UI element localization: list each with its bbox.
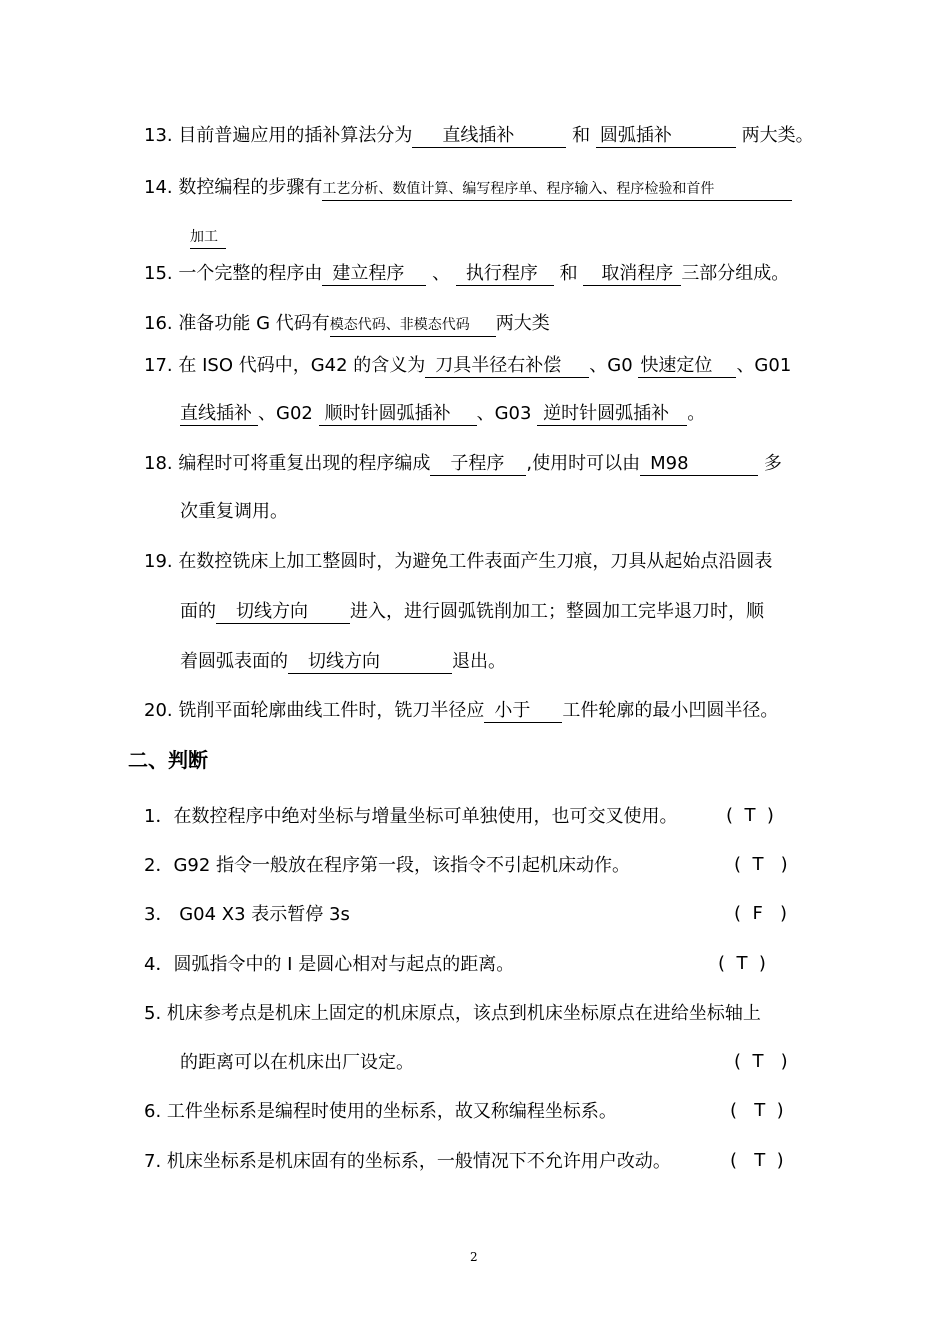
question-text: 进入，进行圆弧铣削加工；整圆加工完毕退刀时，顺 <box>350 601 764 622</box>
question-text: 。 <box>687 403 706 424</box>
question-17-continued <box>180 402 705 426</box>
question-text: 、G02 <box>258 403 313 424</box>
question-17 <box>144 354 791 378</box>
question-text: ,使用时可以由 <box>526 453 641 474</box>
section-heading: 二、判断 <box>128 748 208 772</box>
question-text: 铣削平面轮廓曲线工件时，铣刀半径应 <box>178 700 485 721</box>
separator: 、 <box>432 263 451 284</box>
judge-number: 7. <box>144 1151 162 1172</box>
question-number: 19. <box>144 551 173 572</box>
answer-blank: 逆时针圆弧插补 <box>537 403 687 426</box>
question-13 <box>144 124 814 148</box>
judge-number: 3． <box>144 904 174 925</box>
answer-blank: 直线插补 <box>180 403 258 426</box>
judge-answer: ( F ) <box>734 903 788 924</box>
judge-number: 5. <box>144 1003 162 1024</box>
answer-blank: 顺时针圆弧插补 <box>319 403 477 426</box>
judge-answer: ( T ) <box>730 1150 784 1171</box>
answer-blank: 切线方向 <box>288 651 452 674</box>
judge-item-5 <box>144 1002 761 1026</box>
question-text: 、G0 <box>589 355 633 376</box>
answer-blank: 建立程序 <box>322 263 426 286</box>
question-text: 一个完整的程序由 <box>178 263 323 284</box>
judge-answer: ( T ) <box>726 805 774 826</box>
judge-answer: ( T ) <box>718 953 766 974</box>
page-number: 2 <box>470 1250 478 1264</box>
question-16 <box>144 312 550 337</box>
answer-blank: M98 <box>640 453 758 476</box>
question-number: 17. <box>144 355 173 376</box>
question-number: 13. <box>144 125 173 146</box>
question-text: 和 <box>572 125 591 146</box>
question-text: 在 ISO 代码中，G42 的含义为 <box>178 355 426 376</box>
answer-blank: 刀具半径右补偿 <box>425 355 589 378</box>
question-text: 两大类 <box>495 313 550 334</box>
question-20 <box>144 699 778 723</box>
question-text: 准备功能 G 代码有 <box>178 313 330 334</box>
answer-blank: 模态代码、非模态代码 <box>330 314 496 337</box>
judge-item-6 <box>144 1100 617 1124</box>
answer-blank: 执行程序 <box>456 263 554 286</box>
question-18 <box>144 452 782 476</box>
judge-number: 4． <box>144 954 174 975</box>
judge-answer: ( T ) <box>734 1051 788 1072</box>
judge-number: 6. <box>144 1101 162 1122</box>
judge-number: 1． <box>144 806 174 827</box>
answer-blank: 工艺分析、数值计算、编写程序单、程序输入、程序检验和首件 <box>322 178 792 201</box>
judge-number: 2． <box>144 855 174 876</box>
question-text: 和 <box>559 263 578 284</box>
judge-text: 在数控程序中绝对坐标与增量坐标可单独使用，也可交叉使用。 <box>173 806 678 827</box>
judge-item-2 <box>144 854 630 878</box>
judge-item-5-continued: 的距离可以在机床出厂设定。 <box>180 1052 414 1073</box>
question-number: 18. <box>144 453 173 474</box>
question-19-line3 <box>180 650 506 674</box>
judge-text: G92 指令一般放在程序第一段，该指令不引起机床动作。 <box>173 855 631 876</box>
judge-text: 圆弧指令中的 I 是圆心相对与起点的距离。 <box>173 954 515 975</box>
judge-text: G04 X3 表示暂停 3s <box>179 904 350 925</box>
question-number: 20. <box>144 700 173 721</box>
question-text: 面的 <box>180 601 216 622</box>
question-text: 着圆弧表面的 <box>180 651 288 672</box>
judge-answer: ( T ) <box>734 854 788 875</box>
answer-blank: 圆弧插补 <box>596 125 736 148</box>
judge-item-1 <box>144 805 677 829</box>
question-text: 数控编程的步骤有 <box>178 177 323 198</box>
question-19-line2 <box>180 600 764 624</box>
question-number: 15. <box>144 263 173 284</box>
answer-blank: 切线方向 <box>216 601 350 624</box>
question-text: 工件轮廓的最小凹圆半径。 <box>562 700 779 721</box>
judge-item-3 <box>144 903 350 927</box>
question-14-continued <box>190 224 226 249</box>
judge-answer: ( T ) <box>730 1100 784 1121</box>
answer-blank: 加工 <box>190 226 226 249</box>
judge-text: 机床参考点是机床上固定的机床原点，该点到机床坐标原点在进给坐标轴上 <box>166 1003 761 1024</box>
question-15 <box>144 262 789 286</box>
question-number: 14. <box>144 177 173 198</box>
question-text: 在数控铣床上加工整圆时，为避免工件表面产生刀痕，刀具从起始点沿圆表 <box>178 551 773 572</box>
question-text: 编程时可将重复出现的程序编成 <box>178 453 431 474</box>
question-number: 16. <box>144 313 173 334</box>
question-19 <box>144 550 772 574</box>
question-text: 、G01 <box>736 355 792 376</box>
question-text: 目前普遍应用的插补算法分为 <box>178 125 413 146</box>
question-text: 两大类。 <box>741 125 814 146</box>
answer-blank: 子程序 <box>430 453 526 476</box>
question-text: 多 <box>763 453 782 474</box>
judge-text: 机床坐标系是机床固有的坐标系，一般情况下不允许用户改动。 <box>166 1151 671 1172</box>
answer-blank: 快速定位 <box>638 355 736 378</box>
question-14 <box>144 176 792 201</box>
question-text: 三部分组成。 <box>681 263 790 284</box>
judge-text: 工件坐标系是编程时使用的坐标系，故又称编程坐标系。 <box>166 1101 617 1122</box>
answer-blank: 小于 <box>484 700 562 723</box>
question-text: 退出。 <box>452 651 506 672</box>
answer-blank: 直线插补 <box>412 125 566 148</box>
question-18-continued: 次重复调用。 <box>180 501 288 522</box>
question-text: 、G03 <box>476 403 532 424</box>
judge-item-4 <box>144 953 514 977</box>
answer-blank: 取消程序 <box>583 263 681 286</box>
judge-item-7 <box>144 1150 671 1174</box>
